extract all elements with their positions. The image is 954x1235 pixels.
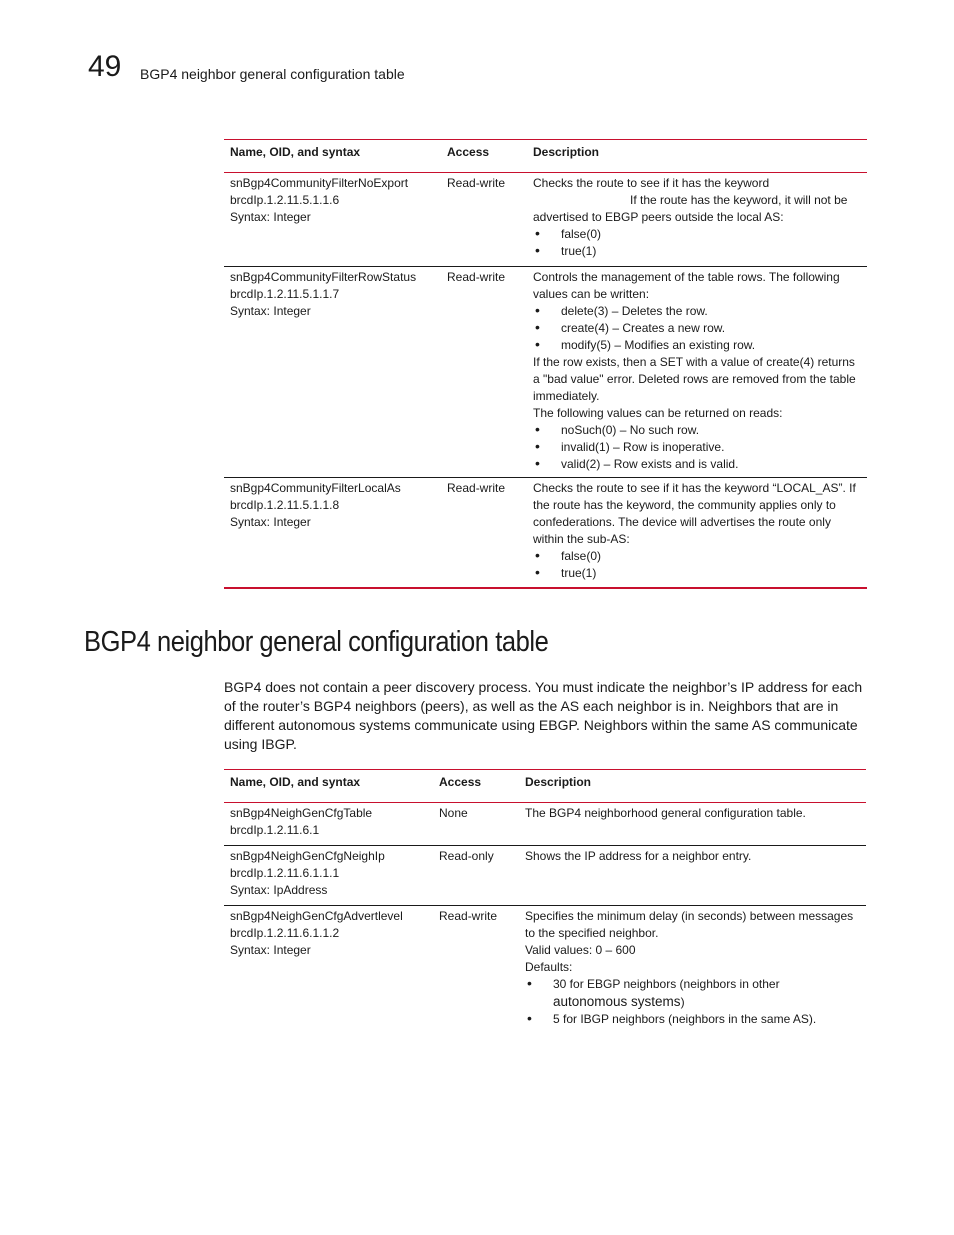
section-intro: BGP4 does not contain a peer discovery process. You must indicate the neighbor’s IP address for each of the router’s BGP4 neighbors (peers), as well as the AS each neighbor is in. Neighbors that are in different autonomous systems communicate using EBGP. Neighbors within the same AS communicate using IBGP. [224, 679, 863, 752]
community-filter-table [224, 139, 867, 589]
table-row [224, 478, 867, 588]
list-item-text: autonomous systems [553, 994, 681, 1009]
chapter-number: 49 [88, 50, 122, 83]
object-name: snBgp4NeighGenCfgAdvertlevel [230, 909, 403, 923]
description-text: If the row exists, then a SET with a value of create(4) returns a "bad value" error. Deleted rows are removed from the table immediately. [533, 355, 856, 403]
object-syntax: Syntax: Integer [230, 210, 311, 224]
object-syntax: Syntax: Integer [230, 515, 311, 529]
column-header-access: Access [439, 775, 482, 789]
object-name: snBgp4CommunityFilterRowStatus [230, 270, 417, 284]
list-item-text: 30 for EBGP neighbors (neighbors in other [553, 977, 780, 991]
description-text: The following values can be returned on reads: [533, 406, 783, 420]
description-text: The BGP4 neighborhood general configuration table. [525, 806, 806, 820]
description-text: Controls the management of the table rows. The following values can be written: [533, 270, 840, 301]
list-item: • 5 for IBGP neighbors (neighbors in the same AS). [525, 1011, 860, 1028]
object-name: snBgp4CommunityFilterNoExport [230, 176, 409, 190]
running-header: BGP4 neighbor general configuration table [140, 66, 405, 82]
valid-values: Valid values: 0 – 600 [525, 943, 636, 957]
description [527, 267, 867, 478]
object-oid: brcdIp.1.2.11.6.1.1.2 [230, 926, 340, 940]
access-value: Read-only [439, 849, 494, 863]
access-value: Read-write [447, 481, 506, 495]
neighbor-config-table [224, 769, 866, 1032]
object-name: snBgp4NeighGenCfgNeighIp [230, 849, 385, 863]
object-oid: brcdIp.1.2.11.5.1.1.7 [230, 287, 340, 301]
column-header-description: Description [533, 145, 600, 159]
list-item: • true(1) [533, 243, 861, 260]
description-text: Checks the route to see if it has the keyword “LOCAL_AS”. If the route has the keyword, the community applies only to confederations. The device will advertises the route only within the sub-AS: [533, 481, 856, 546]
object-oid: brcdIp.1.2.11.6.1.1.1 [230, 866, 340, 880]
column-header-name: Name, OID, and syntax [230, 145, 361, 159]
description [527, 173, 867, 267]
list-item: • false(0) [533, 226, 861, 243]
object-syntax: Syntax: Integer [230, 943, 311, 957]
list-item: • create(4) – Creates a new row. [533, 320, 861, 337]
description [519, 803, 866, 846]
column-header-access: Access [447, 145, 490, 159]
description-text: Shows the IP address for a neighbor entry. [525, 849, 752, 863]
object-syntax: Syntax: IpAddress [230, 883, 328, 897]
list-item: • delete(3) – Deletes the row. [533, 303, 861, 320]
list-item: • false(0) [533, 548, 861, 565]
table-header-row [224, 770, 866, 803]
column-header-description: Description [525, 775, 592, 789]
object-oid: brcdIp.1.2.11.6.1 [230, 823, 320, 837]
description [527, 478, 867, 588]
table-row [224, 267, 867, 478]
object-name: snBgp4NeighGenCfgTable [230, 806, 373, 820]
defaults-label: Defaults: [525, 960, 573, 974]
description [519, 906, 866, 1033]
list-item-text: ) [680, 995, 685, 1009]
access-value: Read-write [439, 909, 498, 923]
object-oid: brcdIp.1.2.11.5.1.1.8 [230, 498, 340, 512]
access-value: None [439, 806, 468, 820]
section-heading: BGP4 neighbor general configuration table [84, 626, 549, 658]
description-text: Specifies the minimum delay (in seconds) between messages to the specified neighbor. [525, 909, 854, 940]
list-item [525, 976, 860, 1011]
list-item: • noSuch(0) – No such row. [533, 422, 861, 439]
table-header-row [224, 140, 867, 173]
list-item: • invalid(1) – Row is inoperative. [533, 439, 861, 456]
object-name: snBgp4CommunityFilterLocalAs [230, 481, 401, 495]
object-oid: brcdIp.1.2.11.5.1.1.6 [230, 193, 340, 207]
access-value: Read-write [447, 270, 506, 284]
access-value: Read-write [447, 176, 506, 190]
table-row [224, 906, 866, 1033]
description-line: advertised to EBGP peers outside the local AS: [533, 210, 784, 224]
description-line: If the route has the keyword, it will not be [630, 193, 848, 207]
description [519, 846, 866, 906]
list-item: • modify(5) – Modifies an existing row. [533, 337, 861, 354]
table-row [224, 173, 867, 267]
list-item: • true(1) [533, 565, 861, 582]
table-row [224, 846, 866, 906]
column-header-name: Name, OID, and syntax [230, 775, 361, 789]
list-item: • valid(2) – Row exists and is valid. [533, 456, 861, 473]
object-syntax: Syntax: Integer [230, 304, 311, 318]
table-row [224, 803, 866, 846]
description-line: Checks the route to see if it has the keyword [533, 176, 770, 190]
